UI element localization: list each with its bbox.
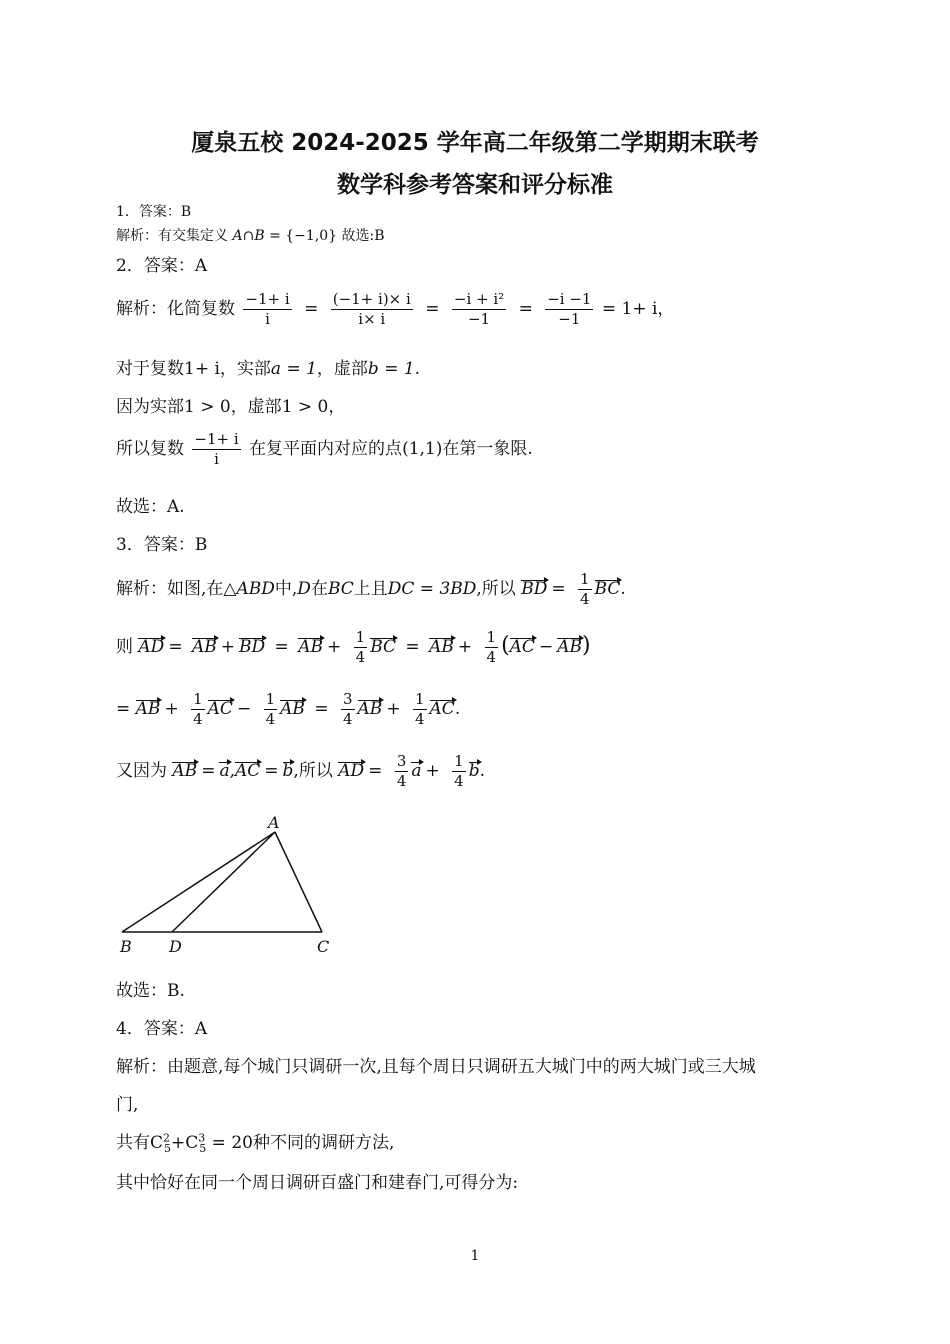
q2-fraction-3: $\frac{\text{−i + i²}}{-1}$ bbox=[453, 290, 505, 328]
label-d: D bbox=[169, 937, 182, 956]
q1-answer: 1．答案：B bbox=[116, 204, 192, 220]
q1-set-a: A bbox=[232, 228, 243, 244]
q1-explanation bbox=[116, 225, 385, 245]
q2-fraction-2: $\frac{(-1+ i)\times i}{i\times i}$ bbox=[332, 290, 411, 328]
q4-line-3: 共有$C^2_5+C^3_5 = 20$种不同的调研方法, bbox=[116, 1131, 395, 1156]
q3-line-1: 解析：如图,在△ABD中,D在BC上且DC = 3BD,所以 BD = $\frac{1}{4}$ BC. bbox=[116, 570, 626, 608]
label-c: C bbox=[317, 937, 330, 956]
q2-fraction-4: $\frac{-i -1}{-1}$ bbox=[547, 290, 592, 328]
q3-answer: 3．答案：B bbox=[116, 535, 208, 555]
q2-simplification: 解析：化简复数 $\frac{-1+ i}{i}$ = $\frac{(-1+ i)\times i}{i\times i}$ = $\frac{\text{−i + i²}}{-1}$ = $\frac{-i -1}{-1}$ = 1+ i， bbox=[116, 290, 675, 328]
q2-line-quadrant: 所以复数 $\frac{-1+ i}{i}$ 在复平面内对应的点(1,1)在第一象限. bbox=[116, 430, 533, 468]
q4-line-1: 解析：由题意,每个城门只调研一次,且每个周日只调研五大城门中的两大城门或三大城 bbox=[116, 1057, 756, 1077]
q1-eq: = bbox=[269, 228, 281, 244]
q2-prefix: 解析：化简复数 bbox=[116, 298, 235, 319]
q1-set-value: {−1,0} bbox=[285, 228, 338, 244]
q1-explain-prefix: 解析：有交集定义 bbox=[116, 228, 228, 244]
q4-line-2: 门, bbox=[116, 1095, 139, 1115]
q2-line-real-imag: 对于复数1+ i，实部a = 1，虚部b = 1. bbox=[116, 359, 421, 379]
q2-fraction-5: $\frac{-1+ i}{i}$ bbox=[194, 430, 239, 468]
q2-answer: 2．答案：A bbox=[116, 256, 208, 276]
q2-fraction-1: $\frac{-1+ i}{i}$ bbox=[245, 290, 290, 328]
segment-ab bbox=[122, 832, 275, 932]
page-number: 1 bbox=[470, 1248, 480, 1264]
segment-ad bbox=[172, 832, 275, 932]
page-title: 厦泉五校 2024-2025 学年高二年级第二学期期末联考 bbox=[191, 130, 759, 156]
label-a: A bbox=[268, 813, 280, 832]
q2-line-positive: 因为实部1 > 0，虚部1 > 0， bbox=[116, 397, 346, 417]
q1-set-b: B bbox=[254, 228, 265, 244]
q3-choice: 故选：B. bbox=[116, 981, 185, 1001]
segment-ac bbox=[275, 832, 322, 932]
triangle-figure bbox=[110, 812, 350, 962]
q4-line-4: 其中恰好在同一个周日调研百盛门和建春门,可得分为: bbox=[116, 1173, 519, 1193]
q2-choice: 故选：A. bbox=[116, 497, 185, 517]
q3-line-2: 则 AD = AB + BD = AB + $\frac{1}{4}$ BC = AB + $\frac{1}{4}$ (AC − AB) bbox=[116, 628, 591, 666]
q2-result: = 1+ i， bbox=[601, 298, 675, 319]
q1-explain-suffix: 故选:B bbox=[341, 228, 385, 244]
q3-line-3: = AB + $\frac{1}{4}$ AC − $\frac{1}{4}$ AB = $\frac{3}{4}$ AB + $\frac{1}{4}$ AC. bbox=[116, 690, 461, 728]
label-b: B bbox=[120, 937, 132, 956]
q3-line-4: 又因为 AB = a,AC = b,所以 AD = $\frac{3}{4}$ a + $\frac{1}{4}$ b. bbox=[116, 752, 485, 790]
page-subtitle: 数学科参考答案和评分标准 bbox=[337, 172, 613, 198]
q4-answer: 4．答案：A bbox=[116, 1019, 208, 1039]
q1-cap-symbol: ∩ bbox=[242, 228, 255, 244]
